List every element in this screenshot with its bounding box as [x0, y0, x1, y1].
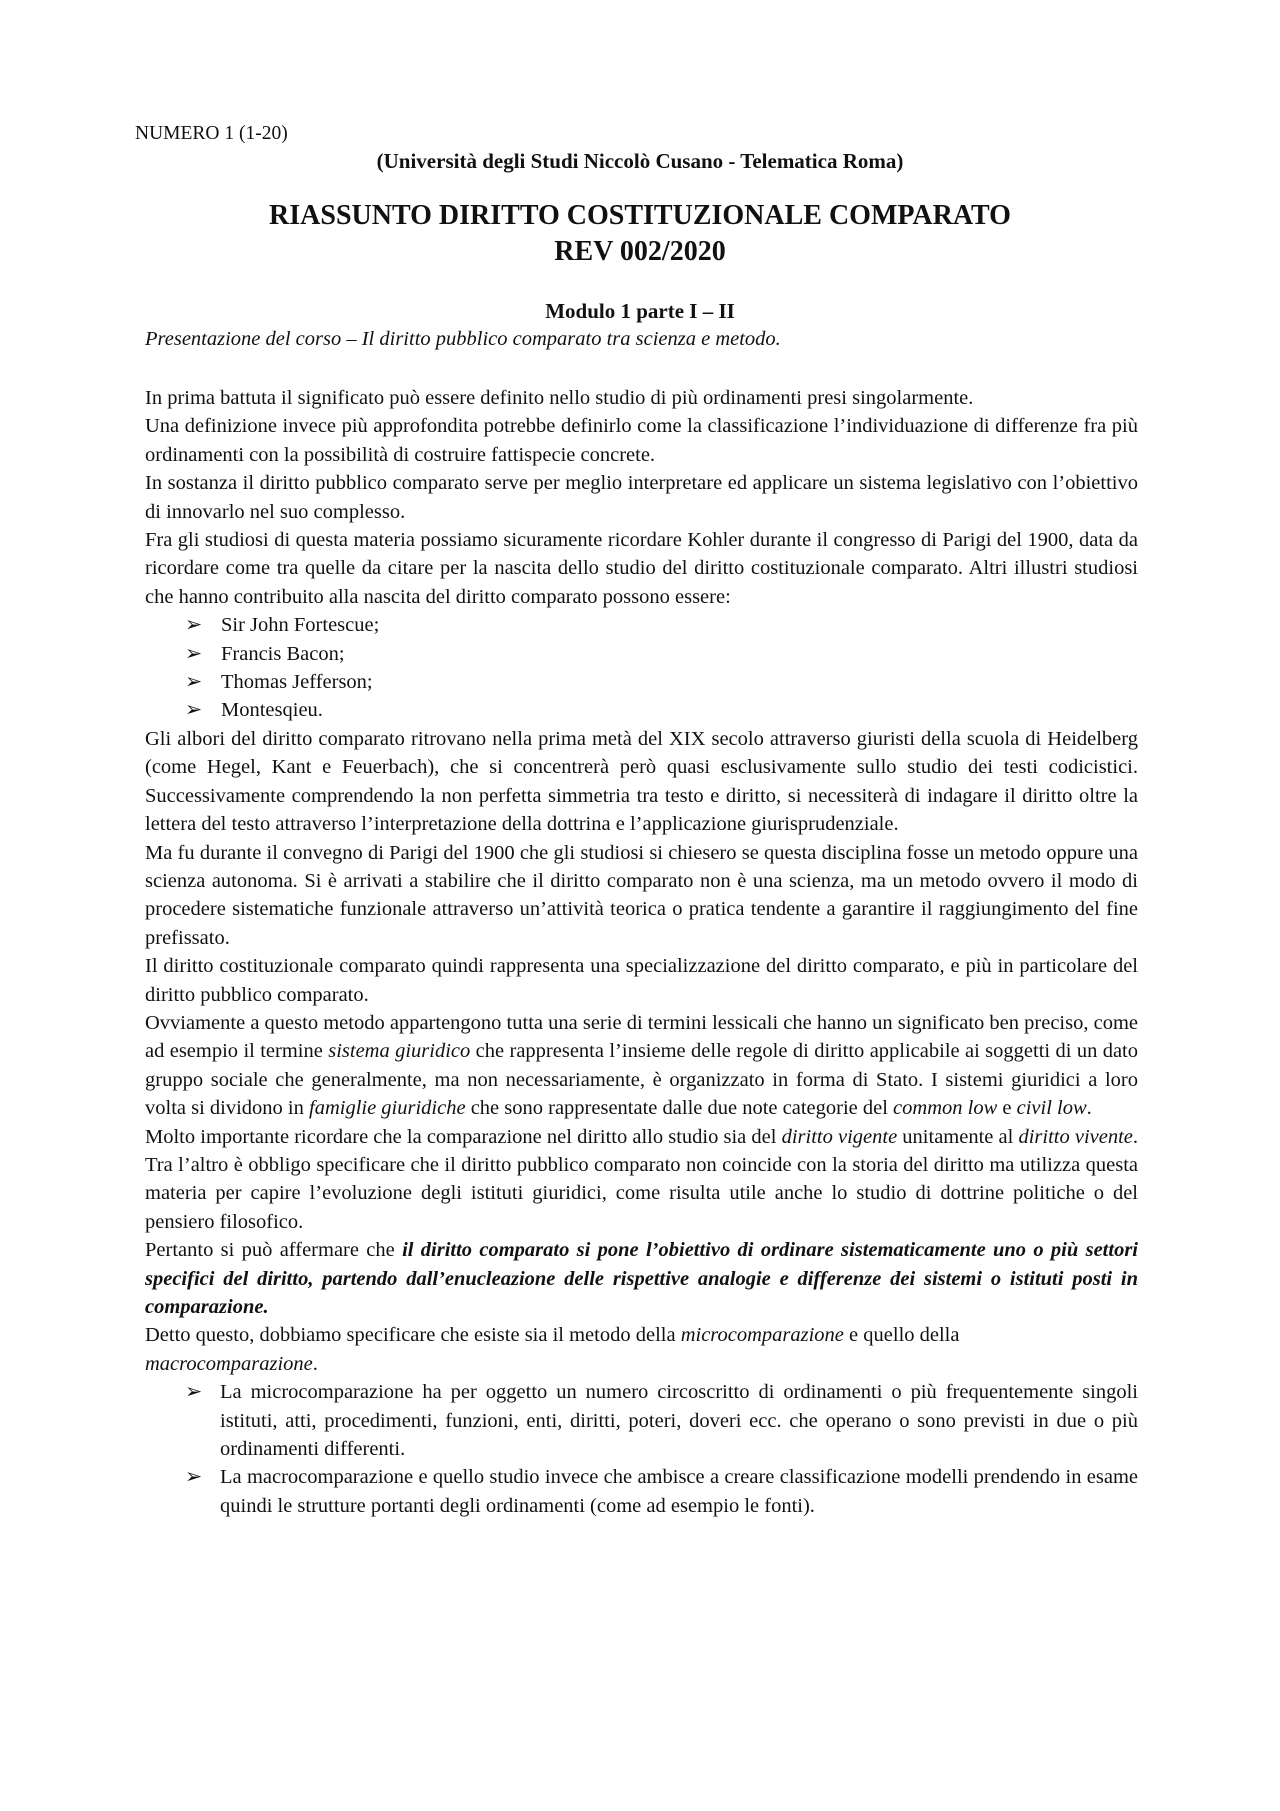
paragraph-9: Molto importante ricordare che la comparazione nel diritto allo studio sia del diritto vigente unitamente al diritto vivente. Tra l’altro è obbligo specificare che il diritto pubblico comparato non coincide con la storia del diritto ma utilizza questa materia per capire l’evoluzione degli istituti giuridici, come risulta utile anche lo studio di dottrine politiche o del pensiero filosofico. [145, 1125, 1139, 1233]
list-item: ➢ Thomas Jefferson; [145, 668, 1138, 696]
arrow-bullet-icon: ➢ [185, 642, 203, 665]
paragraph-1: In prima battuta il significato può essere definito nello studio di più ordinamenti presi singolarmente. [145, 387, 974, 409]
arrow-bullet-icon: ➢ [185, 1466, 203, 1489]
title-line-2: REV 002/2020 [554, 236, 726, 267]
paragraph-10: Pertanto si può affermare che il diritto comparato si pone l’obiettivo di ordinare sistematicamente uno o più settori specifici del diritto, partendo dall’enucleazione delle rispettive analogie e differenze dei sistemi o istituti posti in comparazione. [145, 1239, 1138, 1318]
arrow-bullet-icon: ➢ [185, 671, 203, 694]
university-name: (Università degli Studi Niccolò Cusano - Telematica Roma) [376, 149, 904, 173]
key-definition: il diritto comparato si pone l’obiettivo di ordinare sistematicamente uno o più settori specifici del diritto, partendo dall’enucleazione delle rispettive analogie e differenze dei sistemi o istituti posti in comparazione. [145, 1239, 1138, 1318]
paragraph-6: Ma fu durante il convegno di Parigi del 1900 che gli studiosi si chiesero se questa disciplina fosse un metodo oppure una scienza autonoma. Si è arrivati a stabilire che il diritto comparato non è una scienza, ma un metodo ovvero il modo di procedere sistematiche funzionale attraverso un’attività teorica o pratica tendente a garantire il raggiungimento del fine prefissato. [145, 841, 1138, 949]
module-heading: Modulo 1 parte I – II [545, 299, 735, 323]
document-number: NUMERO 1 (1-20) [135, 123, 288, 144]
methods-list [145, 1378, 1138, 1520]
paragraph-5: Gli albori del diritto comparato ritrovano nella prima metà del XIX secolo attraverso giuristi della scuola di Heidelberg (come Hegel, Kant e Feuerbach), che si concentrerà però quasi esclusivamente sullo studio dei testi codicistici. Successivamente comprendendo la non perfetta simmetria tra testo e diritto, si necessiterà di indagare il diritto oltre la lettera del testo attraverso l’interpretazione della dottrina e l’applicazione giurisprudenziale. [145, 727, 1138, 836]
module-subtitle: Presentazione del corso – Il diritto pubblico comparato tra scienza e metodo. [145, 328, 781, 350]
paragraph-3: In sostanza il diritto pubblico comparato serve per meglio interpretare ed applicare un sistema legislativo con l’obiettivo di innovarlo nel suo complesso. [145, 472, 1138, 523]
arrow-bullet-icon: ➢ [185, 614, 203, 637]
scholars-list [145, 611, 1138, 725]
title-line-1: RIASSUNTO DIRITTO COSTITUZIONALE COMPARATO [269, 200, 1011, 231]
list-item: ➢ Sir John Fortescue; [145, 611, 1138, 639]
paragraph-7: Il diritto costituzionale comparato quindi rappresenta una specializzazione del diritto comparato, e più in particolare del diritto pubblico comparato. [145, 955, 1138, 1006]
paragraph-4: Fra gli studiosi di questa materia possiamo sicuramente ricordare Kohler durante il congresso di Parigi del 1900, data da ricordare come tra quelle da citare per la nascita dello studio del diritto costituzionale comparato. Altri illustri studiosi che hanno contribuito alla nascita del diritto comparato possono essere: [145, 529, 1138, 608]
document-title [0, 198, 1280, 270]
paragraph-2: Una definizione invece più approfondita potrebbe definirlo come la classificazione l’individuazione di differenze fra più ordinamenti con la possibilità di costruire fattispecie concrete. [145, 415, 1138, 466]
list-item: ➢ Francis Bacon; [145, 640, 1138, 668]
arrow-bullet-icon: ➢ [185, 699, 203, 722]
list-item: ➢ La microcomparazione ha per oggetto un numero circoscritto di ordinamenti o più frequentemente singoli istituti, atti, procedimenti, funzioni, enti, diritti, poteri, doveri ecc. che operano o sono previsti in due o più ordinamenti differenti. [145, 1378, 1138, 1463]
arrow-bullet-icon: ➢ [185, 1381, 203, 1404]
list-item: ➢ La macrocomparazione e quello studio invece che ambisce a creare classificazione modelli prendendo in esame quindi le strutture portanti degli ordinamenti (come ad esempio le fonti). [145, 1463, 1138, 1520]
list-item: ➢ Montesqieu. [145, 696, 1138, 724]
paragraph-8: Ovviamente a questo metodo appartengono tutta una serie di termini lessicali che hanno un significato ben preciso, come ad esempio il termine sistema giuridico che rappresenta l’insieme delle regole di diritto applicabile ai soggetti di un dato gruppo sociale che generalmente, ma non necessariamente, è organizzato in forma di Stato. I sistemi giuridici a loro volta si dividono in famiglie giuridiche che sono rappresentate dalle due note categorie del common low e civil low. [145, 1011, 1138, 1120]
paragraph-11: Detto questo, dobbiamo specificare che esiste sia il metodo della microcomparazione e quello della macrocomparazione. [145, 1324, 960, 1375]
document-body [145, 384, 1138, 1520]
